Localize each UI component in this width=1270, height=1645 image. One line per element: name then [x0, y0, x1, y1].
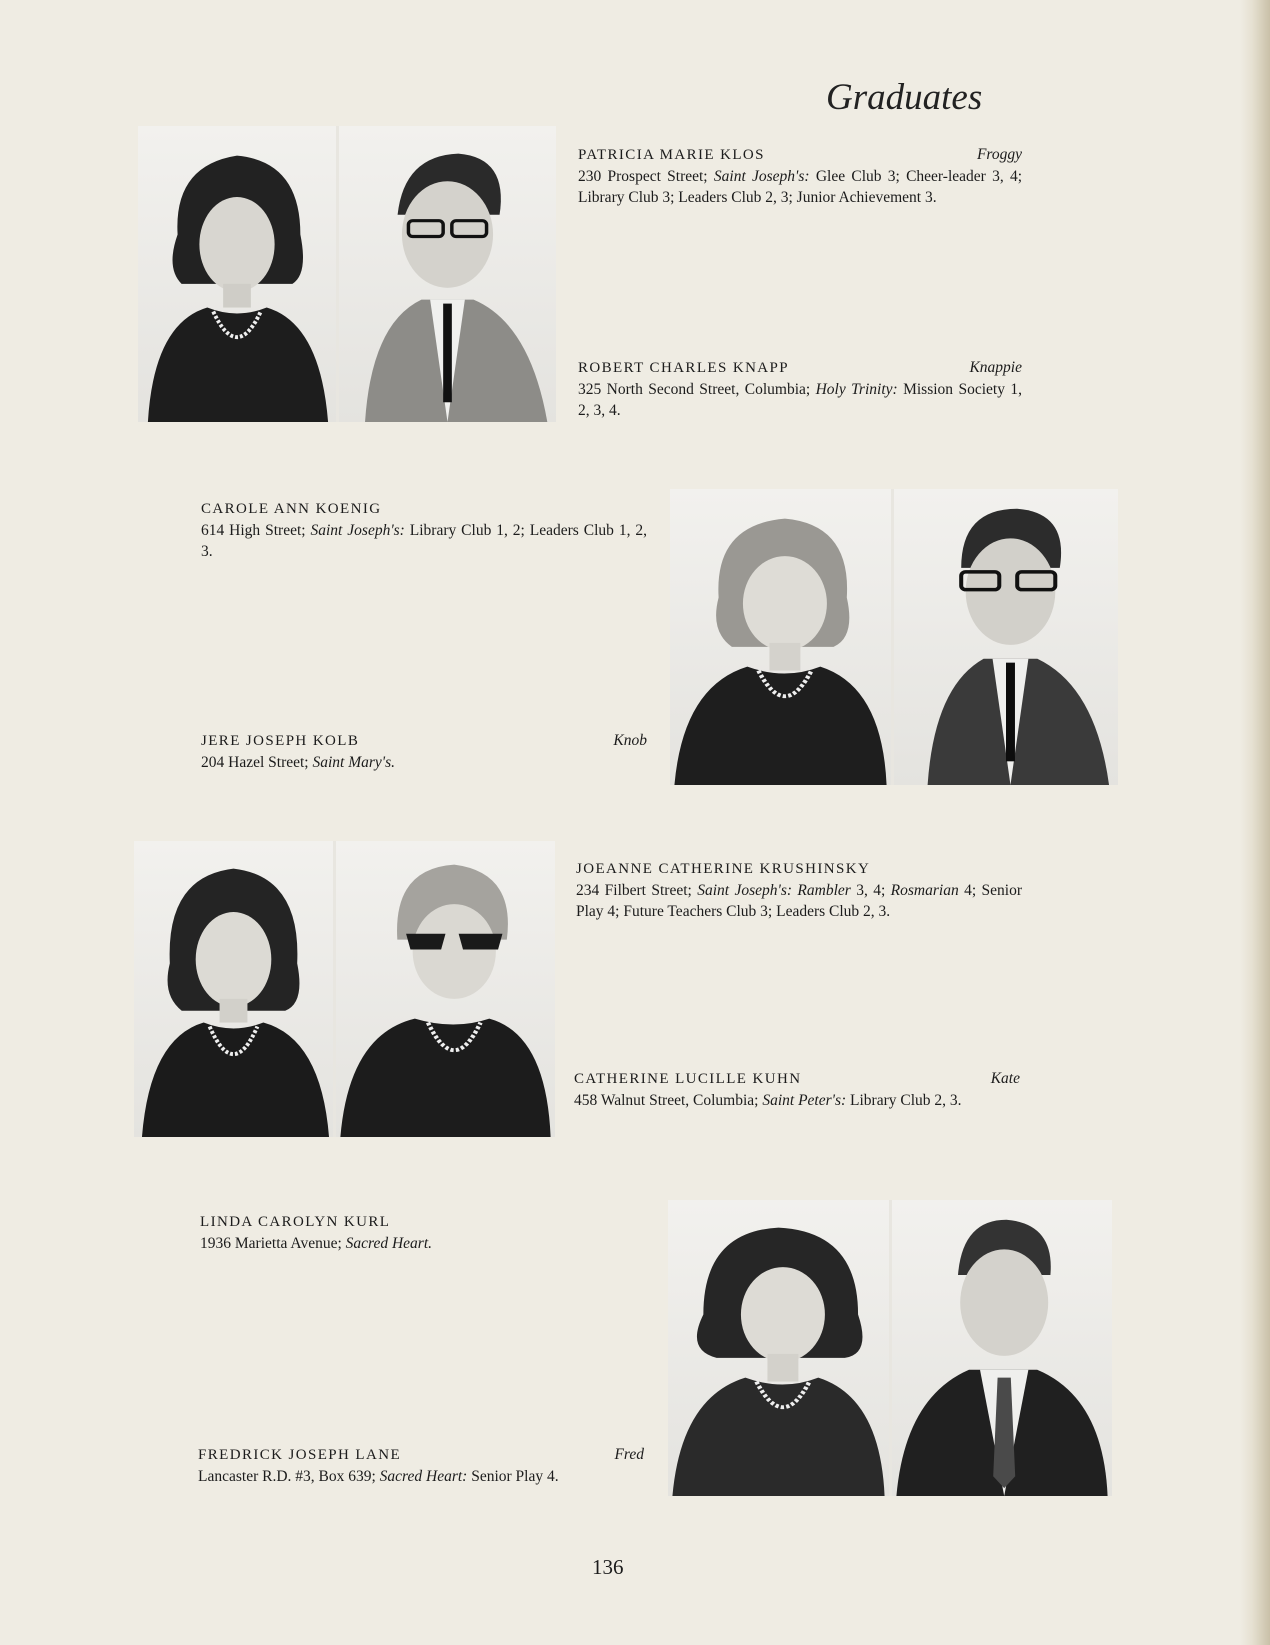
student-details: 1936 Marietta Avenue; Sacred Heart.	[200, 1235, 433, 1252]
student-name: ROBERT CHARLES KNAPP	[578, 360, 790, 376]
entry-robert-knapp	[578, 357, 1022, 421]
student-details: 230 Prospect Street; Saint Joseph's: Glee Club 3; Cheer-leader 3, 4; Library Club 3; Leaders Club 2, 3; Junior Achievement 3.	[578, 168, 1023, 206]
page-title: Graduates	[826, 77, 983, 118]
student-nickname: Knob	[613, 732, 647, 749]
photo-pair-klos-knapp	[138, 126, 556, 422]
student-details: Lancaster R.D. #3, Box 639; Sacred Heart: Senior Play 4.	[198, 1468, 559, 1485]
student-name: CAROLE ANN KOENIG	[201, 501, 382, 517]
student-name: LINDA CAROLYN KURL	[200, 1214, 391, 1230]
student-details: 458 Walnut Street, Columbia; Saint Peter's: Library Club 2, 3.	[574, 1092, 962, 1109]
photo-pair-kurl-lane	[668, 1200, 1112, 1496]
student-name: CATHERINE LUCILLE KUHN	[574, 1071, 802, 1087]
entry-carole-koenig	[201, 499, 647, 562]
student-details: 234 Filbert Street; Saint Joseph's: Rambler 3, 4; Rosmarian 4; Senior Play 4; Future Teachers Club 3; Leaders Club 2, 3.	[576, 882, 1023, 920]
student-name: PATRICIA MARIE KLOS	[578, 147, 765, 163]
page-edge-shadow	[1240, 0, 1270, 1645]
entry-patricia-klos	[578, 144, 1022, 208]
portrait-jere-kolb	[891, 489, 1118, 785]
student-details: 204 Hazel Street; Saint Mary's.	[201, 754, 396, 771]
student-name: FREDRICK JOSEPH LANE	[198, 1447, 402, 1463]
student-nickname: Froggy	[976, 146, 1022, 163]
entry-fredrick-lane	[198, 1444, 644, 1487]
portrait-linda-kurl	[668, 1200, 889, 1496]
portrait-joeanne-krushinsky	[134, 841, 333, 1137]
portrait-catherine-kuhn	[333, 841, 555, 1137]
entry-catherine-kuhn	[574, 1068, 1020, 1111]
student-details: 614 High Street; Saint Joseph's: Library Club 1, 2; Leaders Club 1, 2, 3.	[201, 522, 647, 560]
student-details: 325 North Second Street, Columbia; Holy Trinity: Mission Society 1, 2, 3, 4.	[578, 381, 1023, 419]
portrait-fredrick-lane	[889, 1200, 1112, 1496]
student-nickname: Knappie	[969, 359, 1022, 376]
portrait-patricia-klos	[138, 126, 336, 422]
student-name: JOEANNE CATHERINE KRUSHINSKY	[576, 861, 871, 877]
student-name: JERE JOSEPH KOLB	[201, 733, 360, 749]
student-nickname: Fred	[614, 1446, 644, 1463]
student-nickname: Kate	[990, 1070, 1020, 1087]
portrait-robert-knapp	[336, 126, 556, 422]
page-number: 136	[592, 1555, 624, 1579]
photo-pair-koenig-kolb	[670, 489, 1118, 785]
entry-linda-kurl	[200, 1212, 646, 1254]
portrait-carole-koenig	[670, 489, 891, 785]
entry-jere-kolb	[201, 730, 647, 773]
photo-pair-krushinsky-kuhn	[134, 841, 555, 1137]
entry-joeanne-krushinsky	[576, 859, 1022, 922]
